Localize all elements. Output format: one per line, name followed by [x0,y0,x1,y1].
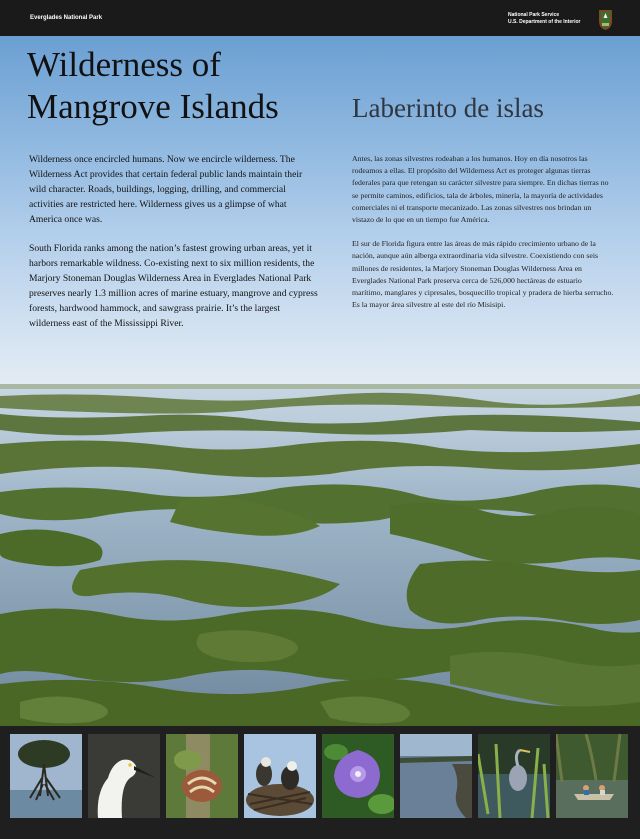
canoeists-photo [556,734,628,818]
english-paragraph-2: South Florida ranks among the nation’s fastest growing urban areas, yet it harbors remarkable wildness. Co-existing next to six million residents, the Marjory Stoneman Douglas Wilderness Area in Everglades National Park preserves nearly 1.3 million acres of marine estuary, mangrove and cypress forests, hardwood hammock, and sawgrass prairie. It’s the largest wilderness east of the Mississippi River. [29,243,318,329]
spanish-paragraph-1: Antes, las zonas silvestres rodeaban a los humanos. Hoy en día nosotros las rodeamos a ellas. El propósito del Wilderness Act es proteger algunas tierras federales para que retengan su carácter silvestre para siempre. En dichas tierras no se permite caminos, edificios, tala de árboles, minería, la mayoría de actividades comerciales ni el transporte mecanizado. Las zonas silvestres nos brindan un vistazo de lo que en un tiempo fue América. [352,154,609,225]
park-name: Everglades National Park [30,15,103,21]
agency-block [508,12,581,26]
bay-shoreline-photo [400,734,472,818]
title-spanish: Laberinto de islas [352,93,544,123]
osprey-nest-photo [244,734,316,818]
header-band [0,0,640,36]
morning-glory-photo [322,734,394,818]
spanish-text-column [352,153,614,323]
spanish-paragraph-2: El sur de Florida figura entre las áreas de más rápido crecimiento urbano de la nación, aunque aún alberga extraordinaria vida silvestre. Coexistiendo con seis millones de residentes, la Marjory Stoneman Douglas Wilderness Area en Everglades National Park preserva cerca de 526,000 hectáreas de estuario marítimo, manglares y cipresales, bosquecillo tropical y pradera de hierba serrucho. Es la mayor área silvestre al este del río Misisipi. [352,239,614,310]
agency-name: National Park Service [508,12,560,18]
title-english: Wilderness of Mangrove Islands [27,45,279,126]
heron-in-marsh-photo [478,734,550,818]
tree-snail-photo [166,734,238,818]
nps-arrowhead-icon [598,9,613,31]
mangrove-tree-photo [10,734,82,818]
english-text-column [29,152,319,345]
department-name: U.S. Department of the Interior [508,19,581,25]
egret-photo [88,734,160,818]
mangrove-islands-photo [0,384,640,726]
english-paragraph-1: Wilderness once encircled humans. Now we encircle wilderness. The Wilderness Act provides that certain federal public lands maintain their wild character. Roads, buildings, logging, drilling, and commercial activities are restricted here. Wilderness gives us a glimpse of what America once was. [29,154,303,225]
photo-strip [0,726,640,839]
